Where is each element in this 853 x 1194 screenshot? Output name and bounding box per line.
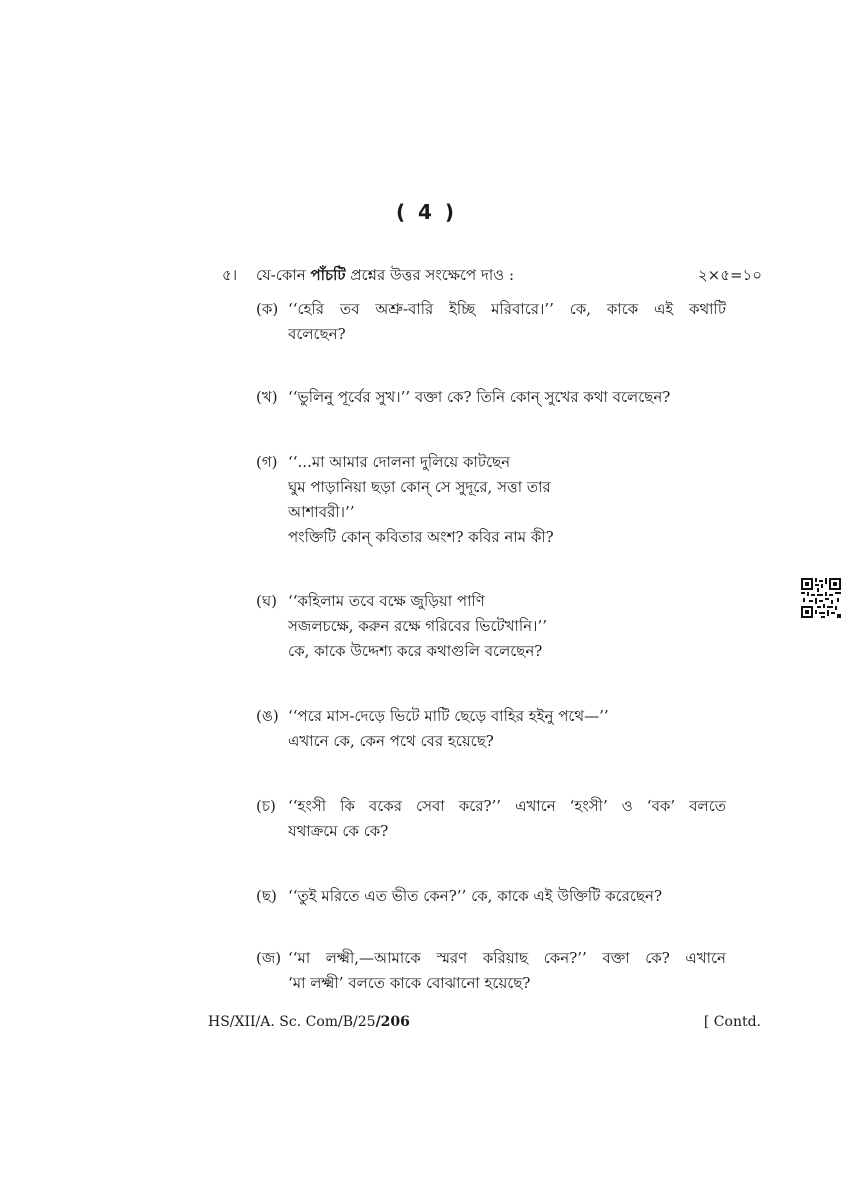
sub-question-line: ‘‘মা লক্ষ্মী,—আমাকে স্মরণ করিয়াছ কেন?’’ বক্তা কে? এখানে: [288, 949, 726, 967]
sub-question-line: বলেছেন?: [288, 325, 346, 343]
question-text-bold: পাঁচটি: [310, 266, 346, 284]
sub-question-ka: [256, 297, 726, 347]
sub-question-line: পংক্তিটি কোন্ কবিতার অংশ? কবির নাম কী?: [288, 528, 554, 546]
footer-code-suffix: /206: [375, 1014, 410, 1030]
footer-code-prefix: HS/XII/A. Sc. Com/B/25: [208, 1014, 376, 1030]
footer-contd: [ Contd.: [703, 1014, 761, 1030]
page-number: ( 4 ): [395, 200, 458, 224]
sub-question-line: ‘‘হংসী কি বকের সেবা করে?’’ এখানে ‘হংসী’ ও ‘বক’ বলতে: [288, 797, 726, 815]
sub-question-label: (ঙ): [256, 707, 279, 725]
question-marks: ২×৫=১০: [697, 266, 762, 284]
sub-question-ga: [256, 450, 726, 550]
sub-question-line: ‘‘পরে মাস-দেড়ে ভিটে মাটি ছেড়ে বাহির হইনু পথে—’’: [288, 707, 609, 725]
sub-question-line: ‘‘কহিলাম তবে বক্ষে জুড়িয়া পাণি: [288, 592, 485, 610]
sub-question-label: (ছ): [256, 887, 277, 905]
sub-question-label: (জ): [256, 949, 282, 967]
sub-question-line: ‘‘হেরি তব অশ্রু-বারি ইচ্ছি মরিবারে।’’ কে, কাকে এই কথাটি: [288, 300, 726, 318]
sub-question-label: (চ): [256, 797, 276, 815]
question-number: ৫।: [222, 266, 238, 284]
question-header: [222, 264, 762, 286]
sub-question-label: (খ): [256, 388, 278, 406]
sub-question-chha: [256, 884, 726, 909]
sub-question-line: আশাবরী।’’: [288, 503, 355, 521]
footer-code: [208, 1014, 410, 1030]
sub-question-line: এখানে কে, কেন পথে বের হয়েছে?: [288, 732, 494, 750]
sub-question-line: কে, কাকে উদ্দেশ্য করে কথাগুলি বলেছেন?: [288, 642, 543, 660]
question-text-post: প্রশ্নের উত্তর সংক্ষেপে দাও :: [345, 266, 515, 284]
sub-question-line: ‘মা লক্ষ্মী’ বলতে কাকে বোঝানো হয়েছে?: [288, 974, 531, 992]
sub-question-label: (ঘ): [256, 592, 277, 610]
sub-question-line: ‘‘ভুলিনু পূর্বের সুখ।’’ বক্তা কে? তিনি কোন্ সুখের কথা বলেছেন?: [288, 388, 671, 406]
sub-question-label: (ক): [256, 300, 279, 318]
sub-question-ja: [256, 946, 726, 996]
sub-question-gha: [256, 589, 726, 664]
qr-code-icon: [801, 578, 841, 618]
sub-question-nga: [256, 704, 726, 754]
sub-question-line: সজলচক্ষে, করুন রক্ষে গরিবের ভিটেখানি।’’: [288, 617, 548, 635]
sub-question-kha: [256, 385, 726, 410]
sub-question-line: ‘‘তুই মরিতে এত ভীত কেন?’’ কে, কাকে এই উক্তিটি করেছেন?: [288, 887, 662, 905]
sub-question-line: ঘুম পাড়ানিয়া ছড়া কোন্ সে সুদূরে, সত্তা তার: [288, 478, 551, 496]
sub-question-label: (গ): [256, 453, 278, 471]
sub-question-line: যথাক্রমে কে কে?: [288, 822, 389, 840]
question-text-pre: যে-কোন: [256, 266, 311, 284]
sub-question-line: ‘‘...মা আমার দোলনা দুলিয়ে কাটছেন: [288, 453, 511, 471]
sub-question-cha: [256, 794, 726, 844]
